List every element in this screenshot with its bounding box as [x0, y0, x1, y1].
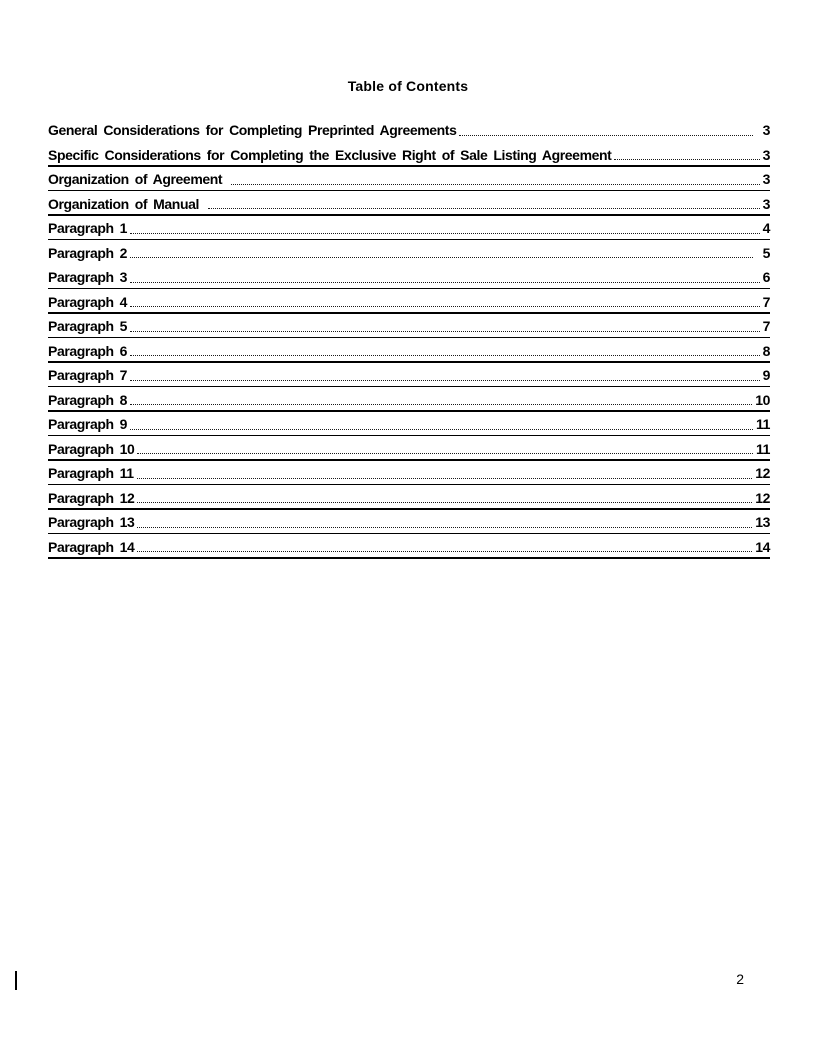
- toc-entry-page[interactable]: 11: [756, 440, 770, 457]
- toc-entry-label[interactable]: Paragraph 3: [48, 269, 128, 285]
- toc-entry-page[interactable]: 10: [755, 391, 770, 408]
- toc-entry[interactable]: [48, 489, 770, 514]
- toc-entry-page[interactable]: 3: [762, 146, 770, 163]
- toc-entry[interactable]: [48, 170, 770, 195]
- toc-entry-label[interactable]: Paragraph 6: [48, 342, 128, 359]
- toc-entry[interactable]: [48, 464, 770, 489]
- toc-entry-page[interactable]: 7: [762, 318, 770, 334]
- toc-entry-page[interactable]: 12: [755, 465, 770, 481]
- toc-entry-page[interactable]: 9: [762, 367, 770, 383]
- toc-entry-label[interactable]: Paragraph 1: [48, 220, 128, 236]
- toc-entry-label[interactable]: Paragraph 2: [48, 244, 128, 261]
- toc-entry-page[interactable]: 3: [762, 122, 770, 138]
- toc-entry-page[interactable]: 12: [755, 489, 770, 506]
- toc-entry[interactable]: [48, 366, 770, 391]
- toc-entry-label[interactable]: Paragraph 4: [48, 293, 128, 310]
- toc-entry-label[interactable]: Paragraph 10: [48, 440, 135, 457]
- toc-entry-label[interactable]: Paragraph 7: [48, 367, 128, 383]
- toc-entry-page[interactable]: 11: [756, 416, 770, 432]
- toc-entry-label[interactable]: Paragraph 13: [48, 514, 135, 530]
- toc-entry-label[interactable]: Organization of Agreement: [48, 171, 229, 187]
- page-title: Table of Contents: [347, 78, 469, 94]
- toc-entry[interactable]: [48, 244, 770, 269]
- toc-entry-page[interactable]: 13: [755, 514, 770, 530]
- text-cursor[interactable]: [15, 971, 17, 990]
- toc-entry-label[interactable]: Paragraph 5: [48, 318, 128, 334]
- toc-entry-label[interactable]: Paragraph 11: [48, 465, 134, 481]
- toc-entry-label[interactable]: Paragraph 8: [48, 391, 128, 408]
- toc-entry-page[interactable]: 4: [762, 220, 770, 236]
- toc-entry[interactable]: [48, 317, 770, 342]
- toc-entry-page[interactable]: 3: [762, 195, 770, 212]
- toc-entry-label[interactable]: Paragraph 9: [48, 416, 128, 432]
- toc-entry-page[interactable]: 8: [762, 342, 770, 359]
- footer-page-number: 2: [736, 971, 744, 987]
- toc-entry-page[interactable]: 7: [762, 293, 770, 310]
- toc-entry-label[interactable]: Paragraph 12: [48, 489, 135, 506]
- toc-entry[interactable]: [48, 293, 770, 318]
- toc-entry-page[interactable]: 14: [755, 538, 770, 555]
- toc-entry[interactable]: [48, 219, 770, 244]
- toc-entry-page[interactable]: 5: [762, 244, 770, 261]
- toc-entry-label[interactable]: Specific Considerations for Completing the Exclusive Right of Sale Listing Agreement: [48, 146, 612, 163]
- toc-entry[interactable]: [48, 121, 770, 146]
- toc-entry[interactable]: [48, 342, 770, 367]
- toc-entry[interactable]: [48, 195, 770, 220]
- toc-entry-label[interactable]: General Considerations for Completing Preprinted Agreements: [48, 122, 457, 138]
- toc-entry-page[interactable]: 3: [762, 171, 770, 187]
- toc-entry[interactable]: [48, 415, 770, 440]
- toc-entry[interactable]: [48, 538, 770, 563]
- toc-entry-label[interactable]: Paragraph 14: [48, 538, 135, 555]
- toc-entry[interactable]: [48, 391, 770, 416]
- toc-entry-label[interactable]: Organization of Manual: [48, 195, 205, 212]
- toc-entry[interactable]: [48, 513, 770, 538]
- toc-entry[interactable]: [48, 146, 770, 171]
- toc-entry[interactable]: [48, 268, 770, 293]
- toc-entry[interactable]: [48, 440, 770, 465]
- table-of-contents: [48, 121, 770, 562]
- toc-entry-page[interactable]: 6: [762, 269, 770, 285]
